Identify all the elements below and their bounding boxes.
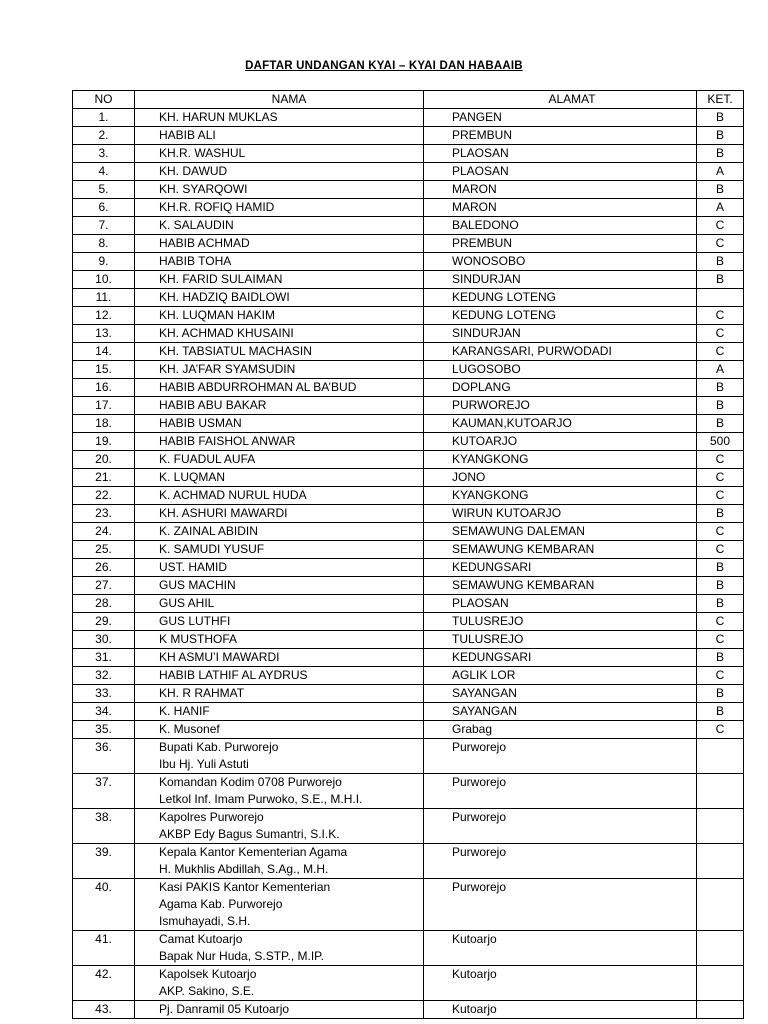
row-number: 34. bbox=[73, 703, 135, 721]
row-name-line: KH. FARID SULAIMAN bbox=[159, 272, 283, 286]
table-row bbox=[73, 127, 744, 145]
table-row bbox=[73, 235, 744, 253]
row-address: KUTOARJO bbox=[424, 433, 697, 451]
row-address: DOPLANG bbox=[424, 379, 697, 397]
row-name-cell bbox=[135, 289, 424, 307]
row-address: SAYANGAN bbox=[424, 685, 697, 703]
table-row bbox=[73, 289, 744, 307]
invitation-table bbox=[72, 90, 744, 1019]
table-row bbox=[73, 145, 744, 163]
row-note: C bbox=[697, 217, 744, 235]
row-name-cell bbox=[135, 397, 424, 415]
row-number: 5. bbox=[73, 181, 135, 199]
row-number: 14. bbox=[73, 343, 135, 361]
row-name-line: Letkol Inf. Imam Purwoko, S.E., M.H.I. bbox=[159, 792, 363, 806]
row-number: 23. bbox=[73, 505, 135, 523]
row-address: SINDURJAN bbox=[424, 325, 697, 343]
row-address: PREMBUN bbox=[424, 235, 697, 253]
row-number: 42. bbox=[73, 966, 135, 1001]
table-row bbox=[73, 325, 744, 343]
row-number: 9. bbox=[73, 253, 135, 271]
row-number: 40. bbox=[73, 879, 135, 931]
row-number: 33. bbox=[73, 685, 135, 703]
row-name-line: HABIB ALI bbox=[159, 128, 216, 142]
row-note: B bbox=[697, 397, 744, 415]
row-name-line: K MUSTHOFA bbox=[159, 632, 238, 646]
row-address: Kutoarjo bbox=[424, 1001, 697, 1019]
row-number: 19. bbox=[73, 433, 135, 451]
table-row bbox=[73, 307, 744, 325]
row-note: C bbox=[697, 469, 744, 487]
row-name-line: KH.R. WASHUL bbox=[159, 146, 246, 160]
row-number: 4. bbox=[73, 163, 135, 181]
row-address: SEMAWUNG DALEMAN bbox=[424, 523, 697, 541]
row-number: 8. bbox=[73, 235, 135, 253]
row-name-cell bbox=[135, 774, 424, 809]
row-name-line: KH. ASHURI MAWARDI bbox=[159, 506, 288, 520]
table-row bbox=[73, 613, 744, 631]
row-name-line: Pj. Danramil 05 Kutoarjo bbox=[159, 1002, 290, 1016]
row-address: PLAOSAN bbox=[424, 595, 697, 613]
row-number: 17. bbox=[73, 397, 135, 415]
table-row bbox=[73, 931, 744, 966]
table-row bbox=[73, 253, 744, 271]
row-name-line: Kapolres Purworejo bbox=[159, 810, 264, 824]
row-name-line: K. FUADUL AUFA bbox=[159, 452, 256, 466]
row-address: Purworejo bbox=[424, 774, 697, 809]
row-number: 36. bbox=[73, 739, 135, 774]
row-name-line: K. ZAINAL ABIDIN bbox=[159, 524, 258, 538]
row-name-line: AKBP Edy Bagus Sumantri, S.I.K. bbox=[159, 827, 340, 841]
row-name-line: Ismuhayadi, S.H. bbox=[159, 914, 251, 928]
row-name-line: HABIB LATHIF AL AYDRUS bbox=[159, 668, 308, 682]
row-address: LUGOSOBO bbox=[424, 361, 697, 379]
row-note: B bbox=[697, 271, 744, 289]
page-title: DAFTAR UNDANGAN KYAI – KYAI DAN HABAAIB bbox=[245, 60, 523, 72]
row-number: 41. bbox=[73, 931, 135, 966]
row-address: MARON bbox=[424, 181, 697, 199]
row-name-cell bbox=[135, 109, 424, 127]
table-row bbox=[73, 809, 744, 844]
row-number: 22. bbox=[73, 487, 135, 505]
row-address: SEMAWUNG KEMBARAN bbox=[424, 577, 697, 595]
row-number: 27. bbox=[73, 577, 135, 595]
row-address: WIRUN KUTOARJO bbox=[424, 505, 697, 523]
row-name-line: KH. JA’FAR SYAMSUDIN bbox=[159, 362, 296, 376]
row-name-line: KH ASMU’I MAWARDI bbox=[159, 650, 280, 664]
row-number: 31. bbox=[73, 649, 135, 667]
row-name-line: KH. R RAHMAT bbox=[159, 686, 245, 700]
row-note: C bbox=[697, 307, 744, 325]
row-note: C bbox=[697, 451, 744, 469]
row-address: PLAOSAN bbox=[424, 145, 697, 163]
row-address: Purworejo bbox=[424, 809, 697, 844]
row-name-line: HABIB ACHMAD bbox=[159, 236, 250, 250]
row-name-line: K. ACHMAD NURUL HUDA bbox=[159, 488, 307, 502]
row-name-cell bbox=[135, 667, 424, 685]
row-name-cell bbox=[135, 145, 424, 163]
row-address: SINDURJAN bbox=[424, 271, 697, 289]
table-row bbox=[73, 343, 744, 361]
table-row bbox=[73, 415, 744, 433]
row-note: A bbox=[697, 163, 744, 181]
table-row bbox=[73, 631, 744, 649]
row-name-cell bbox=[135, 379, 424, 397]
row-address: PURWOREJO bbox=[424, 397, 697, 415]
row-name-line: Komandan Kodim 0708 Purworejo bbox=[159, 775, 342, 789]
row-note: B bbox=[697, 703, 744, 721]
row-name-cell bbox=[135, 469, 424, 487]
table-row bbox=[73, 559, 744, 577]
table-body bbox=[73, 109, 744, 1019]
row-address: PLAOSAN bbox=[424, 163, 697, 181]
table-row bbox=[73, 966, 744, 1001]
row-name-cell bbox=[135, 505, 424, 523]
row-name-line: KH. DAWUD bbox=[159, 164, 228, 178]
header-no: NO bbox=[73, 91, 135, 109]
row-number: 21. bbox=[73, 469, 135, 487]
row-name-cell bbox=[135, 451, 424, 469]
row-note bbox=[697, 809, 744, 844]
table-row bbox=[73, 433, 744, 451]
row-name-line: HABIB ABU BAKAR bbox=[159, 398, 267, 412]
table-row bbox=[73, 271, 744, 289]
row-name-cell bbox=[135, 181, 424, 199]
row-name-cell bbox=[135, 433, 424, 451]
table-row bbox=[73, 879, 744, 931]
row-name-cell bbox=[135, 325, 424, 343]
row-address: KYANGKONG bbox=[424, 487, 697, 505]
row-number: 43. bbox=[73, 1001, 135, 1019]
row-name-cell bbox=[135, 595, 424, 613]
row-number: 35. bbox=[73, 721, 135, 739]
row-number: 20. bbox=[73, 451, 135, 469]
row-note: A bbox=[697, 199, 744, 217]
row-name-line: Bapak Nur Huda, S.STP., M.IP. bbox=[159, 949, 324, 963]
row-name-line: Kepala Kantor Kementerian Agama bbox=[159, 845, 348, 859]
row-address: Kutoarjo bbox=[424, 966, 697, 1001]
row-number: 25. bbox=[73, 541, 135, 559]
row-name-cell bbox=[135, 966, 424, 1001]
row-note bbox=[697, 774, 744, 809]
row-name-cell bbox=[135, 307, 424, 325]
row-name-line: K. LUQMAN bbox=[159, 470, 226, 484]
row-address: SAYANGAN bbox=[424, 703, 697, 721]
table-row bbox=[73, 774, 744, 809]
row-name-cell bbox=[135, 613, 424, 631]
row-name-line: Ibu Hj. Yuli Astuti bbox=[159, 757, 249, 771]
row-note: B bbox=[697, 109, 744, 127]
row-name-cell bbox=[135, 523, 424, 541]
row-name-cell bbox=[135, 127, 424, 145]
row-note: C bbox=[697, 613, 744, 631]
row-note bbox=[697, 931, 744, 966]
table-row bbox=[73, 1001, 744, 1019]
row-name-cell bbox=[135, 703, 424, 721]
row-name-line: KH. TABSIATUL MACHASIN bbox=[159, 344, 312, 358]
row-note: C bbox=[697, 235, 744, 253]
row-note: B bbox=[697, 415, 744, 433]
row-name-cell bbox=[135, 163, 424, 181]
row-name-cell bbox=[135, 721, 424, 739]
row-name-cell bbox=[135, 235, 424, 253]
row-name-line: K. SALAUDIN bbox=[159, 218, 234, 232]
row-note: B bbox=[697, 145, 744, 163]
row-name-cell bbox=[135, 217, 424, 235]
row-note: 500 bbox=[697, 433, 744, 451]
row-name-cell bbox=[135, 343, 424, 361]
row-number: 39. bbox=[73, 844, 135, 879]
table-row bbox=[73, 595, 744, 613]
table-row bbox=[73, 541, 744, 559]
row-number: 11. bbox=[73, 289, 135, 307]
row-name-cell bbox=[135, 809, 424, 844]
row-note: B bbox=[697, 649, 744, 667]
row-number: 18. bbox=[73, 415, 135, 433]
row-number: 30. bbox=[73, 631, 135, 649]
row-note bbox=[697, 1001, 744, 1019]
row-address: KEDUNGSARI bbox=[424, 559, 697, 577]
table-row bbox=[73, 739, 744, 774]
header-alamat: ALAMAT bbox=[424, 91, 697, 109]
row-number: 16. bbox=[73, 379, 135, 397]
row-name-line: Bupati Kab. Purworejo bbox=[159, 740, 279, 754]
table-row bbox=[73, 685, 744, 703]
row-name-cell bbox=[135, 415, 424, 433]
row-name-cell bbox=[135, 649, 424, 667]
row-address: KEDUNGSARI bbox=[424, 649, 697, 667]
row-note: C bbox=[697, 523, 744, 541]
row-name-line: GUS AHIL bbox=[159, 596, 215, 610]
row-address: Purworejo bbox=[424, 879, 697, 931]
row-name-line: Kasi PAKIS Kantor Kementerian bbox=[159, 880, 331, 894]
row-note: B bbox=[697, 505, 744, 523]
row-note: B bbox=[697, 379, 744, 397]
row-name-line: KH. LUQMAN HAKIM bbox=[159, 308, 276, 322]
row-number: 26. bbox=[73, 559, 135, 577]
row-name-cell bbox=[135, 577, 424, 595]
row-name-cell bbox=[135, 1001, 424, 1019]
row-note: C bbox=[697, 487, 744, 505]
table-row bbox=[73, 577, 744, 595]
row-address: Purworejo bbox=[424, 844, 697, 879]
table-row bbox=[73, 667, 744, 685]
table-row bbox=[73, 844, 744, 879]
row-name-cell bbox=[135, 844, 424, 879]
row-number: 12. bbox=[73, 307, 135, 325]
row-name-line: KH. SYARQOWI bbox=[159, 182, 248, 196]
row-name-cell bbox=[135, 931, 424, 966]
row-address: KEDUNG LOTENG bbox=[424, 307, 697, 325]
row-address: Grabag bbox=[424, 721, 697, 739]
row-note: C bbox=[697, 325, 744, 343]
row-note bbox=[697, 739, 744, 774]
row-name-line: Agama Kab. Purworejo bbox=[159, 897, 283, 911]
row-note: C bbox=[697, 343, 744, 361]
table-row bbox=[73, 181, 744, 199]
row-address: JONO bbox=[424, 469, 697, 487]
row-note: B bbox=[697, 577, 744, 595]
row-number: 6. bbox=[73, 199, 135, 217]
row-name-line: K. Musonef bbox=[159, 722, 220, 736]
row-name-line: HABIB ABDURROHMAN AL BA’BUD bbox=[159, 380, 357, 394]
row-note: C bbox=[697, 667, 744, 685]
table-row bbox=[73, 361, 744, 379]
row-note: C bbox=[697, 721, 744, 739]
row-note: B bbox=[697, 181, 744, 199]
row-name-line: K. HANIF bbox=[159, 704, 210, 718]
row-note: B bbox=[697, 595, 744, 613]
table-row bbox=[73, 523, 744, 541]
table-row bbox=[73, 649, 744, 667]
row-note: B bbox=[697, 127, 744, 145]
row-name-cell bbox=[135, 739, 424, 774]
row-note bbox=[697, 966, 744, 1001]
row-address: KEDUNG LOTENG bbox=[424, 289, 697, 307]
row-number: 13. bbox=[73, 325, 135, 343]
table-header-row bbox=[73, 91, 744, 109]
row-name-line: GUS MACHIN bbox=[159, 578, 236, 592]
row-name-line: Camat Kutoarjo bbox=[159, 932, 243, 946]
row-number: 37. bbox=[73, 774, 135, 809]
row-note: A bbox=[697, 361, 744, 379]
row-name-cell bbox=[135, 541, 424, 559]
row-name-line: GUS LUTHFI bbox=[159, 614, 231, 628]
row-name-line: KH. HARUN MUKLAS bbox=[159, 110, 278, 124]
row-name-line: KH.R. ROFIQ HAMID bbox=[159, 200, 275, 214]
row-number: 32. bbox=[73, 667, 135, 685]
row-address: TULUSREJO bbox=[424, 613, 697, 631]
row-name-cell bbox=[135, 253, 424, 271]
table-row bbox=[73, 469, 744, 487]
row-number: 24. bbox=[73, 523, 135, 541]
row-name-cell bbox=[135, 631, 424, 649]
row-name-line: K. SAMUDI YUSUF bbox=[159, 542, 265, 556]
row-note: B bbox=[697, 559, 744, 577]
row-name-cell bbox=[135, 685, 424, 703]
row-number: 10. bbox=[73, 271, 135, 289]
row-address: KYANGKONG bbox=[424, 451, 697, 469]
row-note: C bbox=[697, 631, 744, 649]
row-address: PREMBUN bbox=[424, 127, 697, 145]
row-name-line: HABIB TOHA bbox=[159, 254, 232, 268]
row-address: TULUSREJO bbox=[424, 631, 697, 649]
table-row bbox=[73, 451, 744, 469]
row-name-cell bbox=[135, 879, 424, 931]
table-row bbox=[73, 703, 744, 721]
row-name-line: Kapolsek Kutoarjo bbox=[159, 967, 257, 981]
row-address: Purworejo bbox=[424, 739, 697, 774]
row-address: KAUMAN,KUTOARJO bbox=[424, 415, 697, 433]
row-note bbox=[697, 844, 744, 879]
row-number: 28. bbox=[73, 595, 135, 613]
row-name-cell bbox=[135, 199, 424, 217]
row-note bbox=[697, 289, 744, 307]
row-number: 7. bbox=[73, 217, 135, 235]
table-row bbox=[73, 217, 744, 235]
table-row bbox=[73, 397, 744, 415]
row-number: 3. bbox=[73, 145, 135, 163]
row-number: 15. bbox=[73, 361, 135, 379]
row-number: 2. bbox=[73, 127, 135, 145]
row-name-line: HABIB FAISHOL ANWAR bbox=[159, 434, 296, 448]
header-nama: NAMA bbox=[135, 91, 424, 109]
table-row bbox=[73, 721, 744, 739]
table-row bbox=[73, 487, 744, 505]
row-address: SEMAWUNG KEMBARAN bbox=[424, 541, 697, 559]
table-row bbox=[73, 109, 744, 127]
row-name-cell bbox=[135, 271, 424, 289]
row-address: BALEDONO bbox=[424, 217, 697, 235]
row-name-cell bbox=[135, 487, 424, 505]
row-name-line: H. Mukhlis Abdillah, S.Ag., M.H. bbox=[159, 862, 329, 876]
row-name-cell bbox=[135, 361, 424, 379]
row-number: 29. bbox=[73, 613, 135, 631]
row-number: 1. bbox=[73, 109, 135, 127]
row-note: B bbox=[697, 685, 744, 703]
table-row bbox=[73, 163, 744, 181]
table-row bbox=[73, 379, 744, 397]
row-number: 38. bbox=[73, 809, 135, 844]
row-address: Kutoarjo bbox=[424, 931, 697, 966]
row-name-cell bbox=[135, 559, 424, 577]
row-address: KARANGSARI, PURWODADI bbox=[424, 343, 697, 361]
row-address: AGLIK LOR bbox=[424, 667, 697, 685]
row-note: B bbox=[697, 253, 744, 271]
row-note bbox=[697, 879, 744, 931]
row-address: MARON bbox=[424, 199, 697, 217]
table-row bbox=[73, 505, 744, 523]
row-name-line: KH. ACHMAD KHUSAINI bbox=[159, 326, 294, 340]
row-name-line: AKP. Sakino, S.E. bbox=[159, 984, 255, 998]
row-address: WONOSOBO bbox=[424, 253, 697, 271]
row-address: PANGEN bbox=[424, 109, 697, 127]
table-row bbox=[73, 199, 744, 217]
row-name-line: HABIB USMAN bbox=[159, 416, 242, 430]
header-ket: KET. bbox=[697, 91, 744, 109]
row-note: C bbox=[697, 541, 744, 559]
row-name-line: KH. HADZIQ BAIDLOWI bbox=[159, 290, 290, 304]
row-name-line: UST. HAMID bbox=[159, 560, 228, 574]
